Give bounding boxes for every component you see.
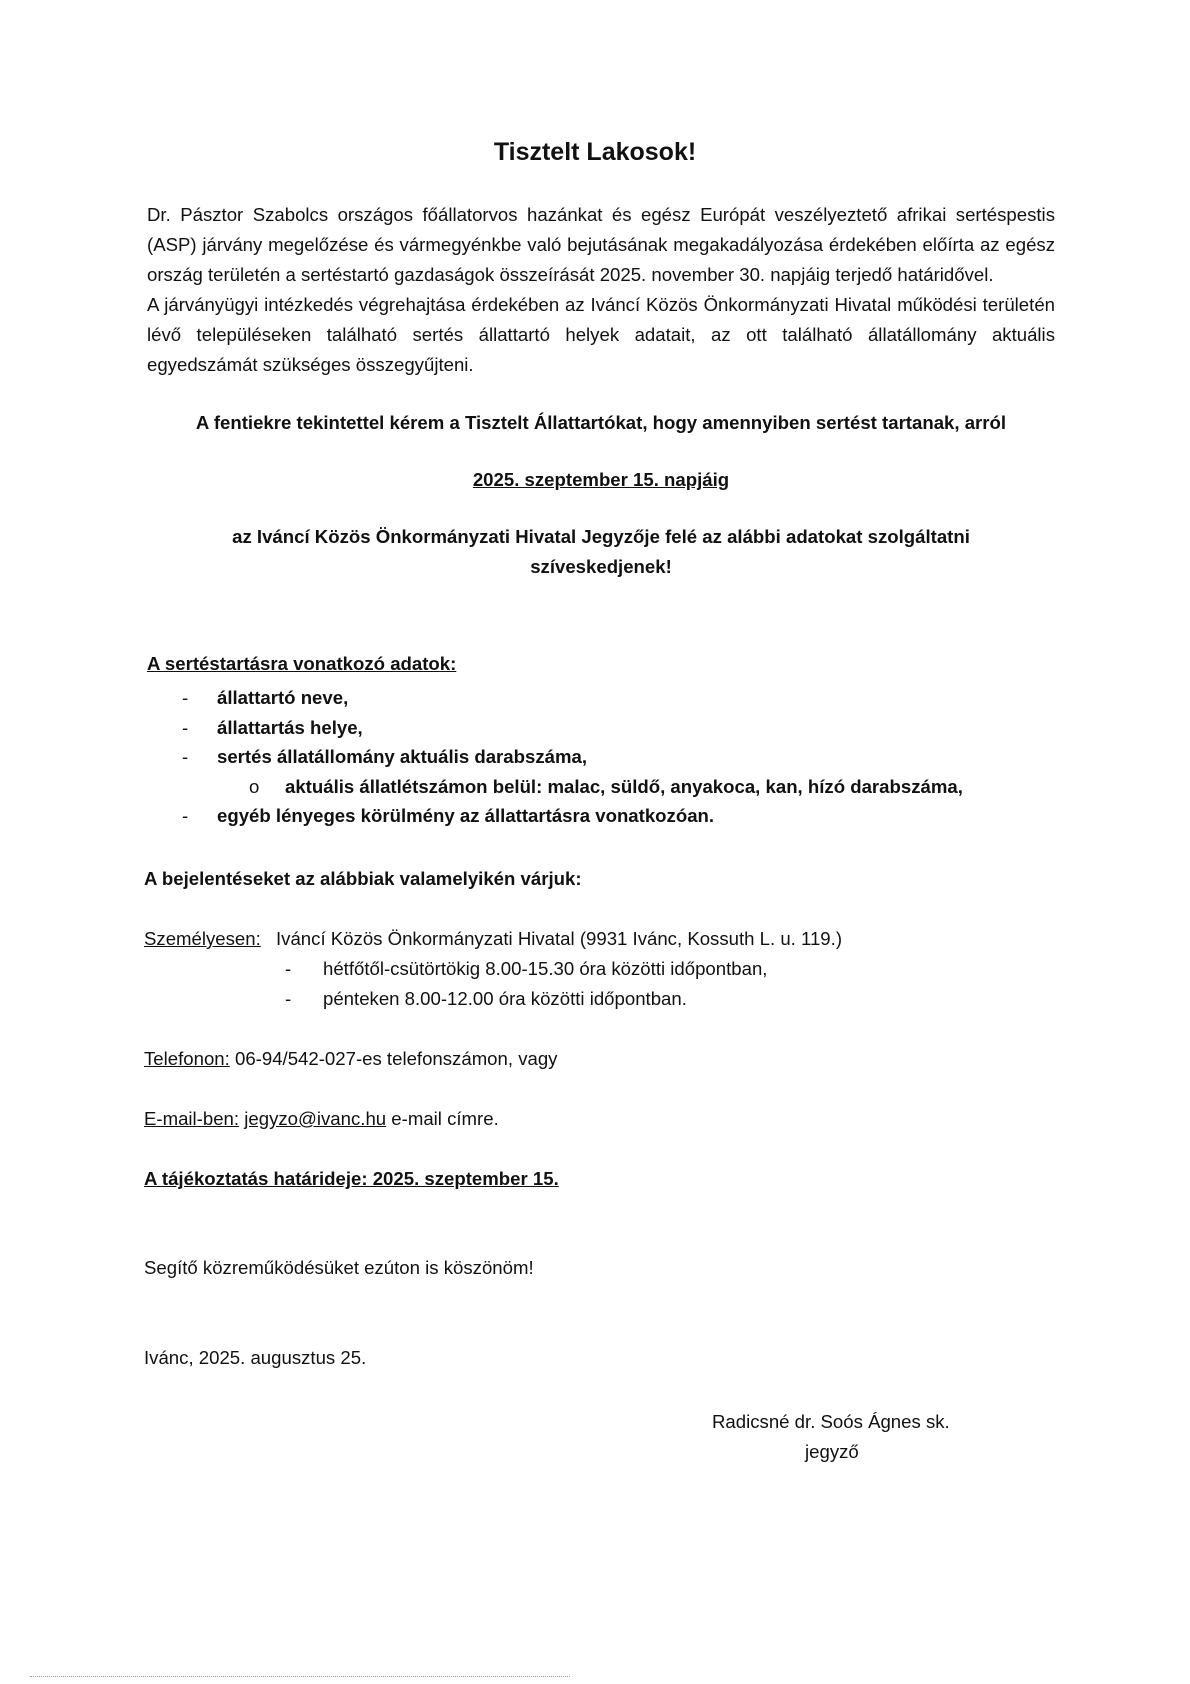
place-date: Ivánc, 2025. augusztus 25. bbox=[144, 1347, 367, 1368]
scan-artifact-divider bbox=[30, 1676, 570, 1679]
request-deadline-wrapper bbox=[147, 465, 1055, 495]
list-item bbox=[147, 683, 1055, 713]
list-marker: - bbox=[285, 988, 292, 1009]
intro-text bbox=[147, 200, 1055, 380]
list-marker: - bbox=[182, 716, 189, 738]
intro-paragraph-1: Dr. Pásztor Szabolcs országos főállatorvos hazánkat és egész Európát veszélyeztető afrikai sertéspestis (ASP) járvány megelőzése és vármegyénkbe való bejutásának megakadályozása érdekében előírta az egész ország területén a sertéstartó gazdaságok összeírását 2025. november 30. napjáig terjedő határidővel. bbox=[147, 204, 1055, 285]
list-item bbox=[147, 801, 1055, 831]
in-person-label: Személyesen: bbox=[144, 928, 261, 949]
email-label: E-mail-ben: bbox=[144, 1108, 240, 1129]
list-marker: - bbox=[182, 805, 189, 827]
list-item-text: aktuális állatlétszámon belül: malac, süldő, anyakoca, kan, hízó darabszáma, bbox=[285, 775, 963, 797]
list-item-text: állattartás helye, bbox=[217, 716, 363, 738]
list-item-text: egyéb lényeges körülmény az állattartásra vonatkozóan. bbox=[217, 805, 715, 827]
thanks-text: Segítő közreműködésüket ezúton is köszönöm! bbox=[144, 1257, 534, 1278]
phone-value: 06-94/542-027-es telefonszámon, vagy bbox=[229, 1048, 558, 1069]
data-requirements-list bbox=[147, 683, 1055, 831]
email-row bbox=[144, 1108, 499, 1130]
list-item-text: állattartó neve, bbox=[217, 687, 349, 708]
data-section-heading: A sertéstartásra vonatkozó adatok: bbox=[147, 653, 457, 674]
page-title: Tisztelt Lakosok! bbox=[493, 138, 697, 166]
list-item bbox=[147, 713, 1055, 743]
request-line-1: A fentiekre tekintettel kérem a Tisztelt Állattartókat, hogy amennyiben sertést tartanak, arról bbox=[195, 412, 1007, 433]
list-item bbox=[147, 742, 1055, 772]
in-person-value: Iváncí Közös Önkormányzati Hivatal (9931 Ivánc, Kossuth L. u. 119.) bbox=[276, 928, 843, 949]
phone-row bbox=[144, 1048, 557, 1070]
hours-text: pénteken 8.00-12.00 óra közötti időpontban. bbox=[323, 988, 687, 1009]
list-marker: - bbox=[182, 746, 189, 768]
list-marker: o bbox=[249, 775, 260, 797]
email-suffix: e-mail címre. bbox=[386, 1108, 499, 1129]
signature-name: Radicsné dr. Soós Ágnes sk. bbox=[712, 1411, 950, 1432]
signature-role: jegyző bbox=[805, 1441, 859, 1462]
request-deadline: 2025. szeptember 15. napjáig bbox=[472, 469, 730, 490]
list-marker: - bbox=[285, 958, 292, 979]
email-link[interactable]: jegyzo@ivanc.hu bbox=[244, 1108, 387, 1129]
request-line-2: az Iváncí Közös Önkormányzati Hivatal Jegyzője felé az alábbi adatokat szolgáltatni szíveskedjenek! bbox=[232, 526, 970, 577]
reporting-heading: A bejelentéseket az alábbiak valamelyikén várjuk: bbox=[144, 868, 582, 889]
in-person-row bbox=[144, 928, 843, 950]
deadline-note: A tájékoztatás határideje: 2025. szeptember 15. bbox=[144, 1168, 559, 1189]
hours-text: hétfőtől-csütörtökig 8.00-15.30 óra közötti időpontban, bbox=[323, 958, 768, 979]
intro-paragraph-2: A járványügyi intézkedés végrehajtása érdekében az Iváncí Közös Önkormányzati Hivatal működési területén lévő településeken található sertés állattartó helyek adatait, az ott található állatállomány aktuális egyedszámát szükséges összegyűjteni. bbox=[147, 294, 1055, 375]
phone-label: Telefonon: bbox=[144, 1048, 230, 1069]
list-item-text: sertés állatállomány aktuális darabszáma, bbox=[217, 746, 587, 768]
list-subitem bbox=[147, 772, 1055, 802]
list-marker: - bbox=[182, 687, 189, 708]
